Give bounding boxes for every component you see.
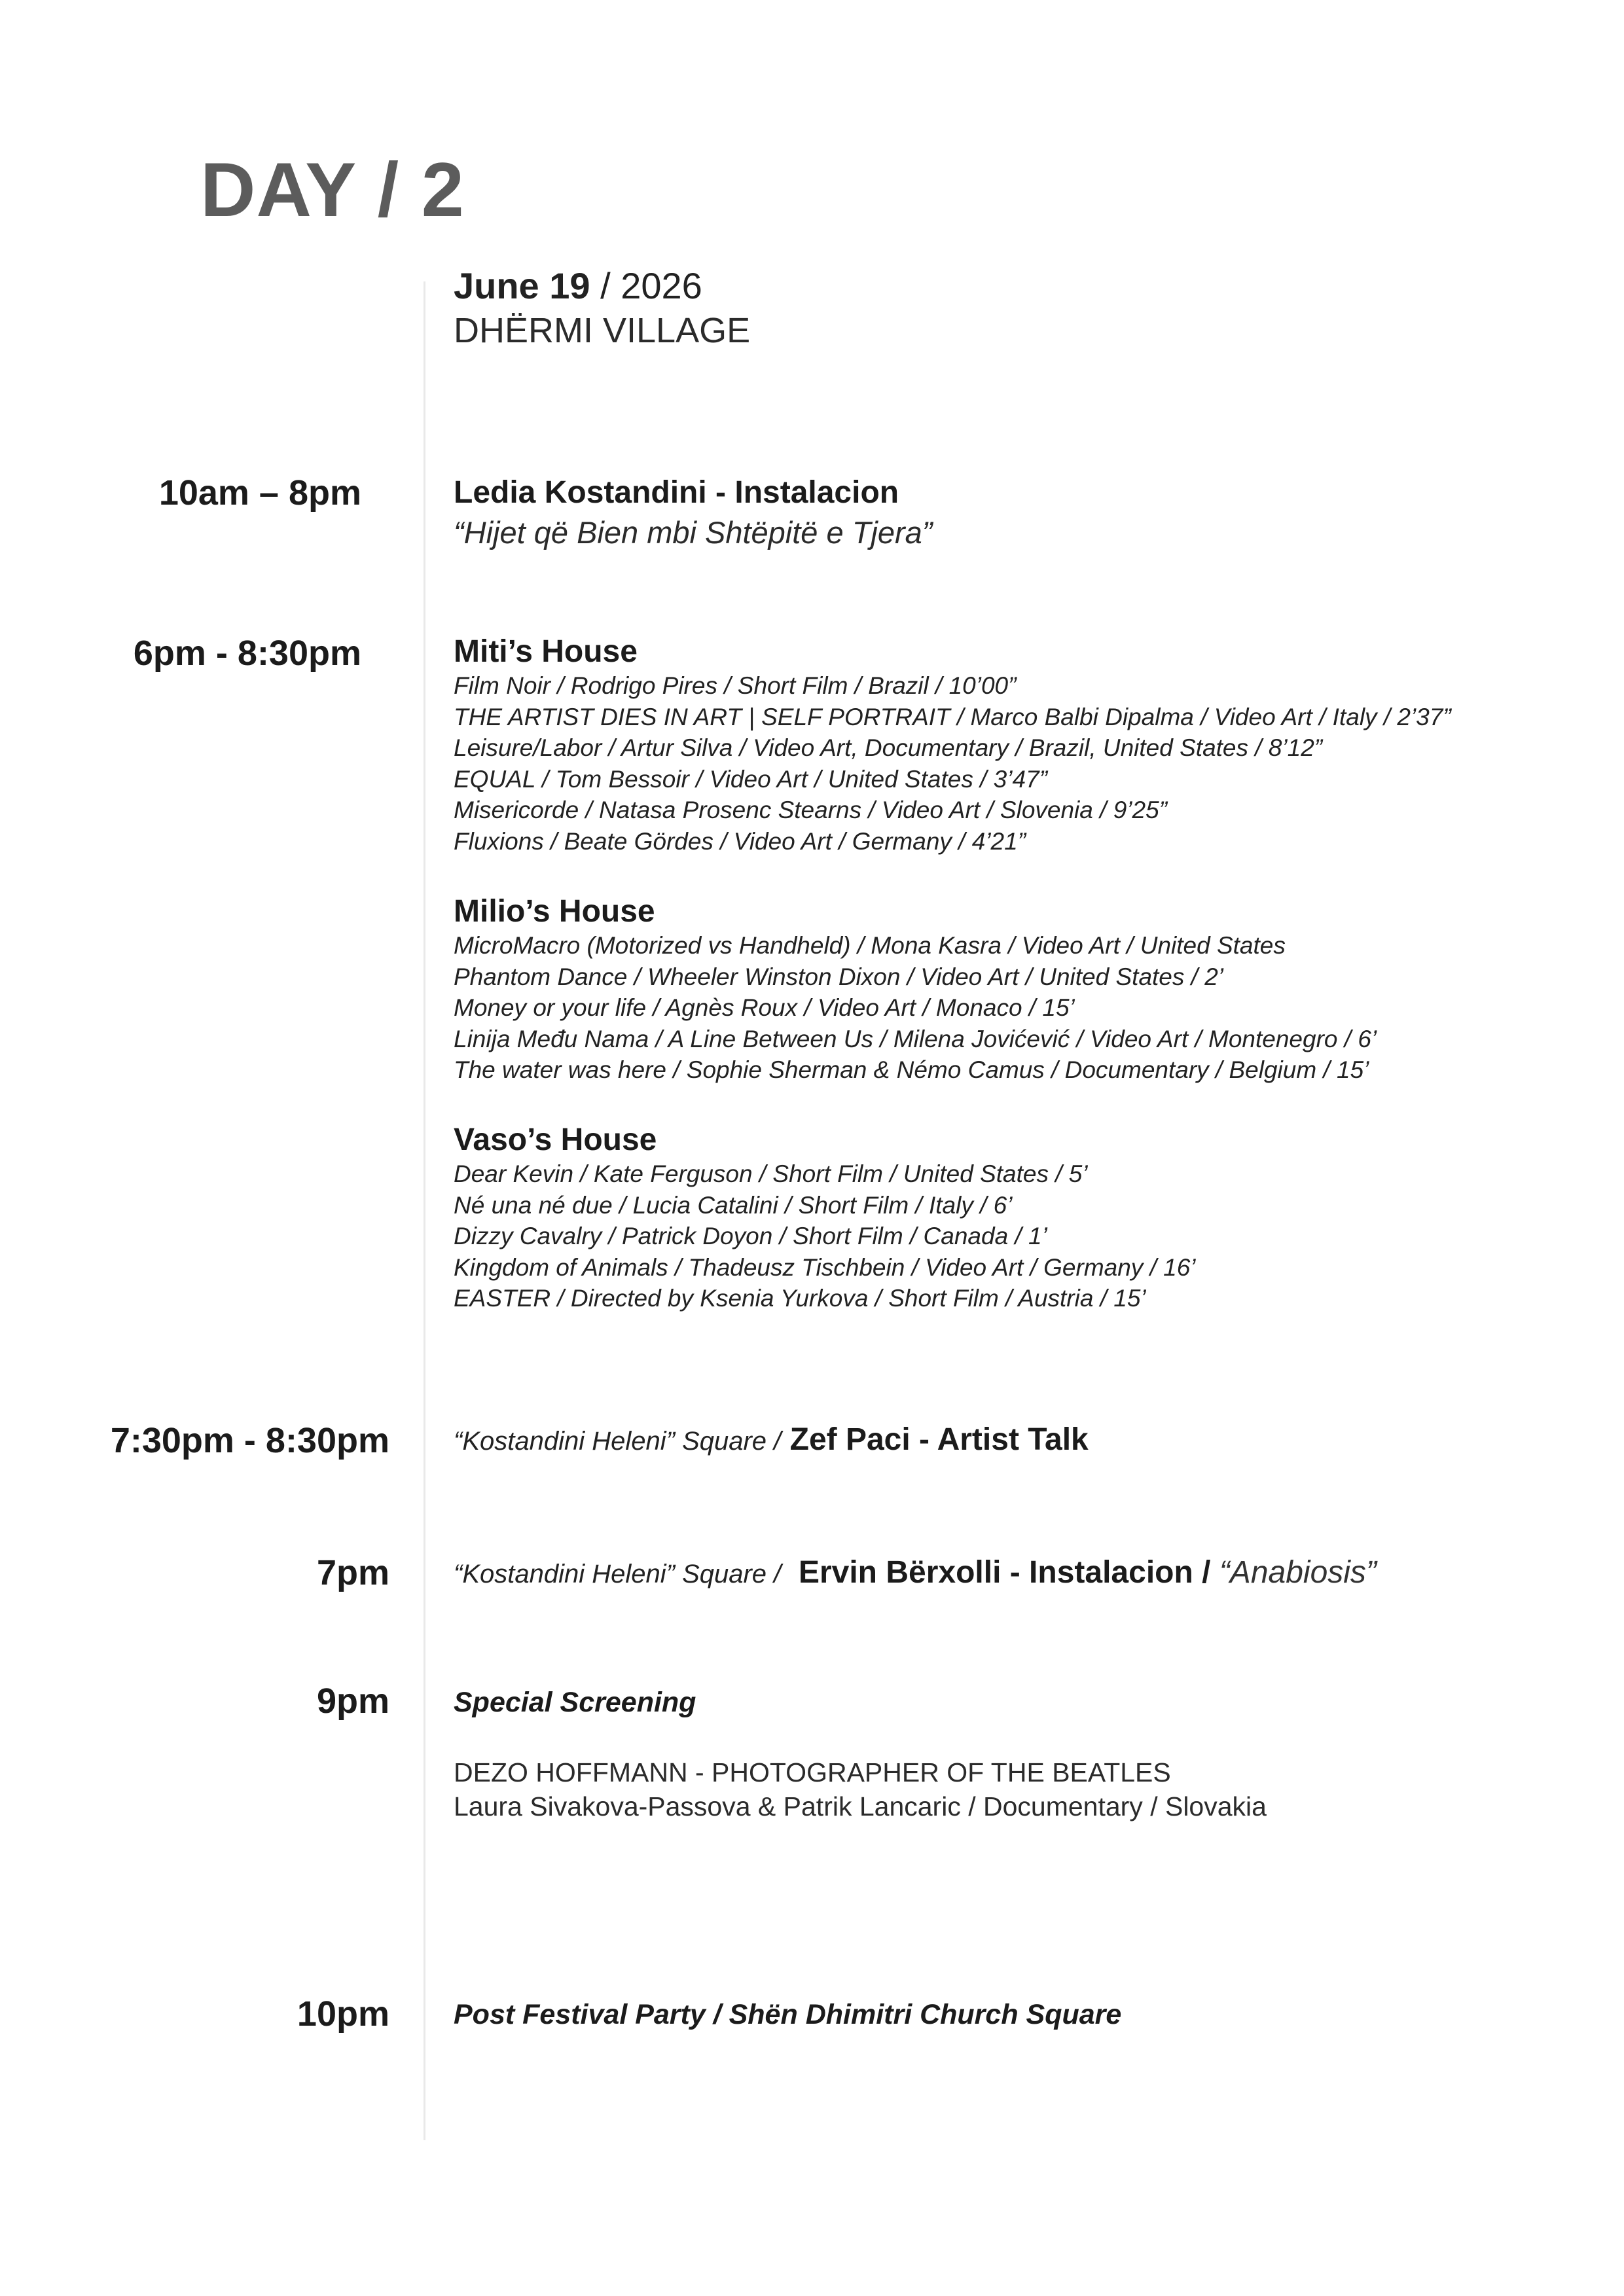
anabiosis-title: Ervin Bërxolli - Instalacion /: [798, 1555, 1211, 1590]
time-anabiosis: 7pm: [316, 1553, 389, 1592]
film-item: Leisure/Labor / Artur Silva / Video Art, Documentary / Brazil, United States / 8’12”: [454, 734, 1323, 761]
film-item: Fluxions / Beate Gördes / Video Art / Germany / 4’21”: [454, 827, 1026, 855]
film-item: Dizzy Cavalry / Patrick Doyon / Short Film / Canada / 1’: [454, 1223, 1047, 1249]
anabiosis-subtitle: “Anabiosis”: [1219, 1555, 1377, 1590]
film-item: Phantom Dance / Wheeler Winston Dixon / Video Art / United States / 2’: [454, 963, 1224, 990]
party-title: Post Festival Party / Shën Dhimitri Church Square: [454, 1999, 1122, 2030]
film-item: THE ARTIST DIES IN ART | SELF PORTRAIT / Marco Balbi Dipalma / Video Art / Italy / 2’37”: [454, 703, 1451, 730]
special-screening-label: Special Screening: [454, 1687, 696, 1718]
house-name: Milio’s House: [454, 894, 655, 929]
film-item: Dear Kevin / Kate Ferguson / Short Film / United States / 5’: [454, 1160, 1088, 1187]
film-item: Kingdom of Animals / Thadeusz Tischbein / Video Art / Germany / 16’: [454, 1253, 1196, 1281]
film-item: Film Noir / Rodrigo Pires / Short Film / Brazil / 10’00”: [454, 672, 1017, 699]
anabiosis-line: [454, 1554, 1377, 1590]
special-film-details: Laura Sivakova-Passova & Patrik Lancaric / Documentary / Slovakia: [454, 1791, 1267, 1821]
film-list: [454, 1158, 1196, 1314]
film-item: Né una né due / Lucia Catalini / Short Film / Italy / 6’: [454, 1191, 1013, 1219]
film-item: EASTER / Directed by Ksenia Yurkova / Short Film / Austria / 15’: [454, 1285, 1146, 1312]
film-item: Money or your life / Agnès Roux / Video Art / Monaco / 15’: [454, 994, 1075, 1021]
film-item: Misericorde / Natasa Prosenc Stearns / Video Art / Slovenia / 9’25”: [454, 797, 1167, 823]
artist-talk-line: [454, 1422, 1089, 1458]
house-name: Miti’s House: [454, 634, 638, 669]
installation-title: Ledia Kostandini - Instalacion: [454, 475, 899, 510]
special-film-title: DEZO HOFFMANN - PHOTOGRAPHER OF THE BEATLES: [454, 1757, 1171, 1787]
installation-subtitle: “Hijet që Bien mbi Shtëpitë e Tjera”: [454, 515, 933, 550]
film-list: [454, 930, 1377, 1086]
event-location: DHËRMI VILLAGE: [454, 311, 751, 350]
film-item: EQUAL / Tom Bessoir / Video Art / United States / 3’47”: [454, 765, 1047, 793]
film-item: The water was here / Sophie Sherman & Némo Camus / Documentary / Belgium / 15’: [454, 1056, 1369, 1083]
date-year: / 2026: [600, 265, 702, 306]
film-item: Linija Među Nama / A Line Between Us / Milena Jovićević / Video Art / Montenegro / 6’: [454, 1025, 1377, 1052]
time-house-screenings: 6pm - 8:30pm: [133, 634, 361, 673]
special-screening-details: [454, 1755, 1267, 1823]
time-installation: 10am – 8pm: [158, 473, 361, 512]
film-list: [454, 670, 1451, 857]
time-artist-talk: 7:30pm - 8:30pm: [110, 1421, 389, 1460]
house-name: Vaso’s House: [454, 1122, 657, 1157]
time-special-screening: 9pm: [316, 1681, 389, 1721]
event-date: [454, 264, 702, 307]
venue-label: “Kostandini Heleni” Square /: [454, 1427, 782, 1456]
time-party: 10pm: [297, 1994, 389, 2034]
film-item: MicroMacro (Motorized vs Handheld) / Mona Kasra / Video Art / United States: [454, 932, 1286, 959]
artist-talk-title: Zef Paci - Artist Talk: [789, 1422, 1089, 1457]
timeline-divider: [424, 281, 425, 2140]
date-month-day: June 19: [454, 265, 590, 306]
venue-label: “Kostandini Heleni” Square /: [454, 1560, 782, 1588]
day-heading: DAY / 2: [200, 147, 465, 232]
